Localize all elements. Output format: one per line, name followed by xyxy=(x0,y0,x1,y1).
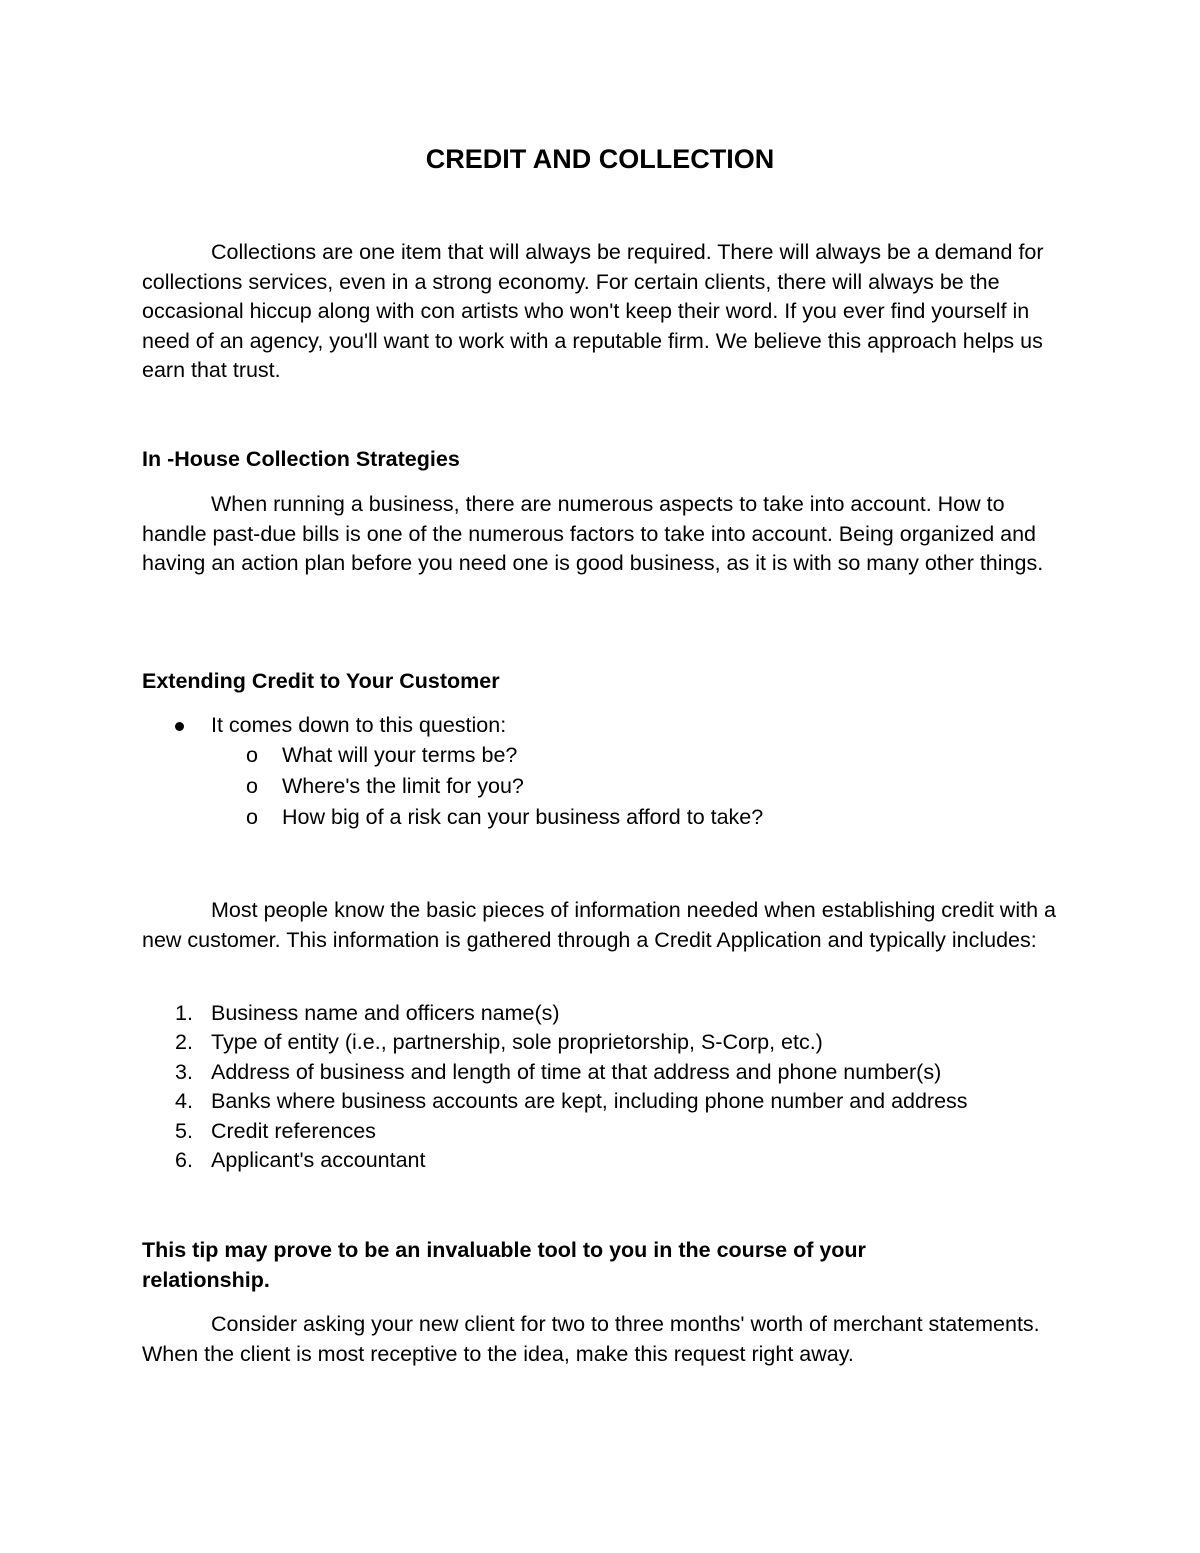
circle-bullet-icon: o xyxy=(246,743,258,767)
sub-list-container xyxy=(142,741,763,834)
numbered-list-item-text: Banks where business accounts are kept, including phone number and address xyxy=(211,1089,968,1114)
list-number: 5. xyxy=(175,1118,193,1143)
list-number: 3. xyxy=(175,1059,193,1084)
numbered-list-item-text: Applicant's accountant xyxy=(211,1147,426,1172)
list-number: 1. xyxy=(175,1001,193,1025)
circle-bullet-icon: o xyxy=(246,774,258,798)
inhouse-heading: In -House Collection Strategies xyxy=(142,447,460,471)
sub-list-item xyxy=(142,803,763,834)
inhouse-paragraph: When running a business, there are numerous aspects to take into account. How to handle past-due bills is one of the numerous factors to take into account. Being organized and having an action plan before you need one is good business, as it is with so many other things. xyxy=(142,492,1044,575)
sub-list-item xyxy=(142,772,763,803)
numbered-list-item-text: Type of entity (i.e., partnership, sole proprietorship, S-Corp, etc.) xyxy=(211,1030,823,1055)
numbered-list-item xyxy=(142,1117,968,1146)
list-number: 2. xyxy=(175,1030,193,1055)
list-number: 6. xyxy=(175,1147,193,1172)
intro-paragraph: Collections are one item that will always be required. There will always be a demand for collections services, even in a strong economy. For certain clients, there will always be the occasional hiccup along with con artists who won't keep their word. If you ever find yourself in need of an agency, you'll want to work with a reputable firm. We believe this approach helps us earn that trust. xyxy=(142,240,1044,382)
numbered-list-item-text: Credit references xyxy=(211,1118,376,1143)
sub-list-item-text: What will your terms be? xyxy=(282,743,518,767)
numbered-list-item xyxy=(142,1146,968,1175)
tip-heading: This tip may prove to be an invaluable tool to you in the course of your relationship. xyxy=(142,1238,866,1292)
bullet-item-text: It comes down to this question: xyxy=(211,713,507,737)
credit-heading: Extending Credit to Your Customer xyxy=(142,669,500,693)
sub-list xyxy=(142,741,763,834)
sub-list-item xyxy=(142,741,763,772)
numbered-list-item xyxy=(142,1087,968,1116)
numbered-list-item-text: Business name and officers name(s) xyxy=(211,1001,560,1025)
circle-bullet-icon: o xyxy=(246,805,258,829)
sub-list-item-text: Where's the limit for you? xyxy=(282,774,524,798)
numbered-list xyxy=(142,999,968,1175)
tip-paragraph: Consider asking your new client for two to three months' worth of merchant statements. When the client is most receptive to the idea, make this request right away. xyxy=(142,1312,1040,1366)
credit-application-paragraph: Most people know the basic pieces of information needed when establishing credit with a new customer. This information is gathered through a Credit Application and typically includes: xyxy=(142,898,1056,952)
document-title: CREDIT AND COLLECTION xyxy=(425,144,775,174)
bullet-list xyxy=(142,711,763,834)
numbered-list-item xyxy=(142,1058,968,1087)
numbered-list-item xyxy=(142,1028,968,1057)
sub-list-item-text: How big of a risk can your business afford to take? xyxy=(282,805,764,829)
numbered-list-item xyxy=(142,999,968,1028)
bullet-dot-icon xyxy=(175,722,184,731)
list-number: 4. xyxy=(175,1089,193,1114)
bullet-item xyxy=(142,711,763,741)
numbered-list-item-text: Address of business and length of time at that address and phone number(s) xyxy=(211,1059,942,1084)
